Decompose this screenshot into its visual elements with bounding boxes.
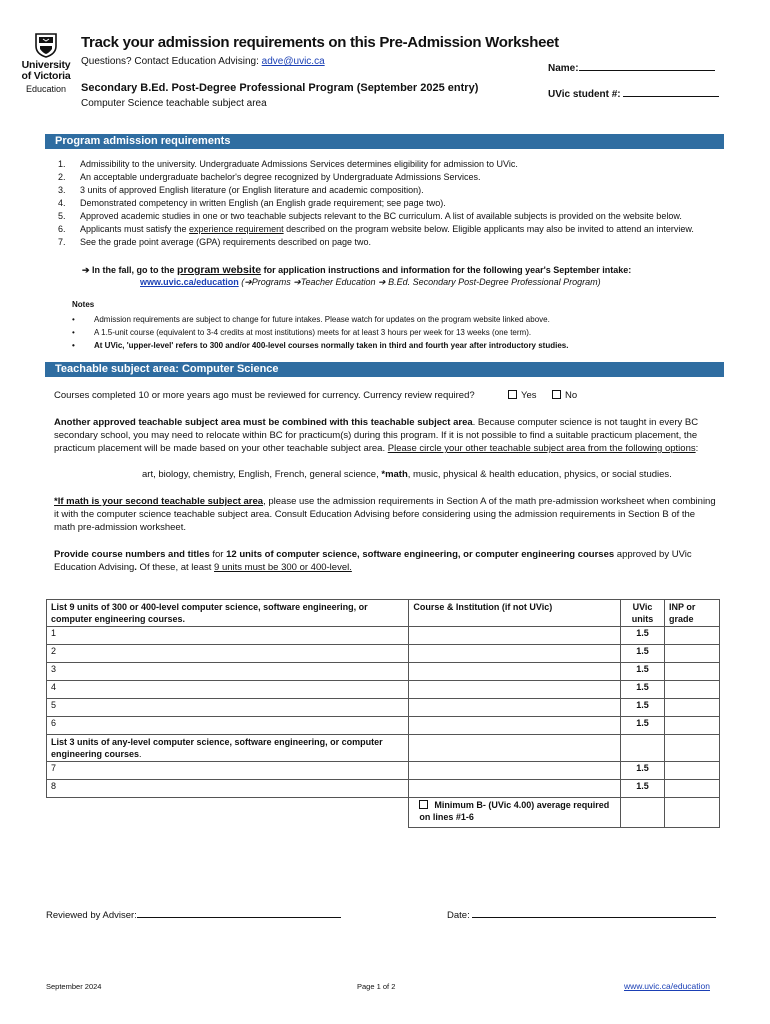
list-item: 5. Approved academic studies in one or two teachable subjects relevant to the BC curriculum. A list of available subjects is provided on the website below. [58, 211, 682, 221]
date-field[interactable] [472, 909, 716, 918]
section-heading-admission: Program admission requirements [45, 134, 724, 149]
education-website-link[interactable]: www.uvic.ca/education [140, 277, 239, 287]
list-item: • At UVic, 'upper-level' refers to 300 and/or 400-level courses normally taken in third and fourth year after introductory studies. [72, 341, 569, 350]
fall-instructions: ➔ In the fall, go to the program website for application instructions and information for the following year's September intake: [82, 264, 632, 276]
table-row[interactable]: 7 1.5 [47, 762, 720, 780]
course-table [46, 599, 720, 828]
advising-email-link[interactable]: adve@uvic.ca [261, 56, 325, 67]
currency-yes-option[interactable]: Yes [508, 390, 537, 401]
notes-heading: Notes [72, 300, 95, 309]
table-header-row [47, 600, 720, 627]
page-title: Track your admission requirements on this Pre-Admission Worksheet [81, 34, 559, 51]
logo-line1: University [21, 59, 71, 71]
list-item: 3. 3 units of approved English literature (or English literature and academic composition). [58, 185, 424, 195]
minimum-average-checkbox[interactable] [419, 800, 428, 809]
name-field[interactable] [579, 62, 715, 71]
date-row [447, 909, 716, 921]
subject-options: art, biology, chemistry, English, French, general science, *math, music, physical & health education, physics, or social studies. [142, 469, 672, 480]
program-name: Secondary B.Ed. Post-Degree Professional Program (September 2025 entry) [81, 82, 479, 94]
list-item: 2. An acceptable undergraduate bachelor's degree recognized by Undergraduate Admissions Services. [58, 172, 481, 182]
adviser-signature-field[interactable] [137, 909, 341, 918]
table-row[interactable]: 4 1.5 [47, 681, 720, 699]
subject-area-label: Computer Science teachable subject area [81, 98, 267, 109]
yes-checkbox[interactable] [508, 390, 517, 399]
provide-paragraph: Provide course numbers and titles for 12 units of computer science, software engineering, or computer engineering courses approved by UVic Education Advising. Of these, at least 9 units must be 300 or 400-level. [54, 549, 692, 573]
combine-paragraph: Another approved teachable subject area must be combined with this teachable subject area. Because computer science is not taught in every BC secondary school, you may need to relocate within BC for practicum(s) during this program. If it is not possible to find a suitable practicum placement, the practicum placement will be made based on your other teachable subject area. Please circle your other teachable subject area from the following options: [54, 417, 699, 454]
table-subheader-row [47, 735, 720, 762]
section-heading-teachable: Teachable subject area: Computer Science [45, 362, 724, 377]
experience-requirement-link[interactable]: experience requirement [189, 224, 284, 234]
name-field-row [548, 62, 715, 74]
list2-header: List 3 units of any-level computer science, software engineering, or computer engineering courses. [47, 735, 409, 762]
currency-question: Courses completed 10 or more years ago must be reviewed for currency. Currency review required? [54, 390, 475, 401]
list1-header: List 9 units of 300 or 400-level computer science, software engineering, or computer engineering courses. [47, 600, 409, 627]
currency-no-option[interactable]: No [552, 390, 577, 401]
program-website-link[interactable]: program website [177, 264, 262, 276]
notes-list [72, 313, 672, 352]
fall-url-line [140, 277, 601, 288]
math-paragraph: *If math is your second teachable subject area, please use the admission requirements in Section A of the math pre-admission worksheet when combining it with the computer science teachable subject area. Consult Education Advising before considering using the admission requirements in Section B of the math pre-admission worksheet. [54, 496, 716, 533]
logo-line3: Education [25, 84, 67, 94]
minimum-row [47, 798, 720, 828]
table-row[interactable]: 3 1.5 [47, 663, 720, 681]
student-number-row [548, 88, 719, 100]
navigation-path: (➔Programs ➔Teacher Education ➔ B.Ed. Secondary Post-Degree Professional Program) [241, 277, 601, 287]
logo-line2: of Victoria [21, 70, 71, 82]
table-row[interactable]: 6 1.5 [47, 717, 720, 735]
list-item: 1. Admissibility to the university. Undergraduate Admissions Services determines eligibility for admission to UVic. [58, 159, 518, 169]
table-row[interactable]: 5 1.5 [47, 699, 720, 717]
student-number-field[interactable] [623, 88, 719, 97]
minimum-average-cell[interactable]: Minimum B- (UVic 4.00) average required on lines #1-6 [409, 798, 621, 828]
reviewed-by-row [46, 909, 341, 921]
table-row[interactable]: 2 1.5 [47, 645, 720, 663]
page-number: Page 1 of 2 [357, 982, 396, 991]
list-item: 6. Applicants must satisfy the experience requirement described on the program website below. Eligible applicants may also be invited to attend an interview. [58, 224, 694, 234]
footer-website-link[interactable]: www.uvic.ca/education [624, 981, 710, 991]
list-item: 7. See the grade point average (GPA) requirements described on page two. [58, 237, 372, 247]
list-item: 4. Demonstrated competency in written English (an English grade requirement; see page two). [58, 198, 446, 208]
list-item: • Admission requirements are subject to change for future intakes. Please watch for updates on the program website linked above. [72, 315, 550, 324]
list-item: • A 1.5-unit course (equivalent to 3-4 credits at most institutions) meets for at least 3 hours per week for 13 weeks (one term). [72, 328, 532, 337]
crest-icon [35, 32, 57, 58]
table-row[interactable]: 1 1.5 [47, 627, 720, 645]
questions-text: Questions? Contact Education Advising: [81, 56, 262, 67]
no-checkbox[interactable] [552, 390, 561, 399]
arrow-right-icon: ➔ [82, 265, 90, 275]
student-number-label: UVic student #: [548, 89, 621, 100]
table-row[interactable]: 8 1.5 [47, 780, 720, 798]
course-header: Course & Institution (if not UVic) [409, 600, 621, 627]
grade-header: INP or grade [665, 600, 720, 627]
units-header: UVic units [621, 600, 665, 627]
questions-line [81, 56, 325, 67]
requirements-list [58, 158, 728, 249]
reviewed-label: Reviewed by Adviser: [46, 910, 137, 921]
name-label: Name: [548, 63, 579, 74]
uvic-logo [18, 32, 74, 94]
date-label: Date: [447, 910, 470, 921]
footer-date: September 2024 [46, 982, 102, 991]
